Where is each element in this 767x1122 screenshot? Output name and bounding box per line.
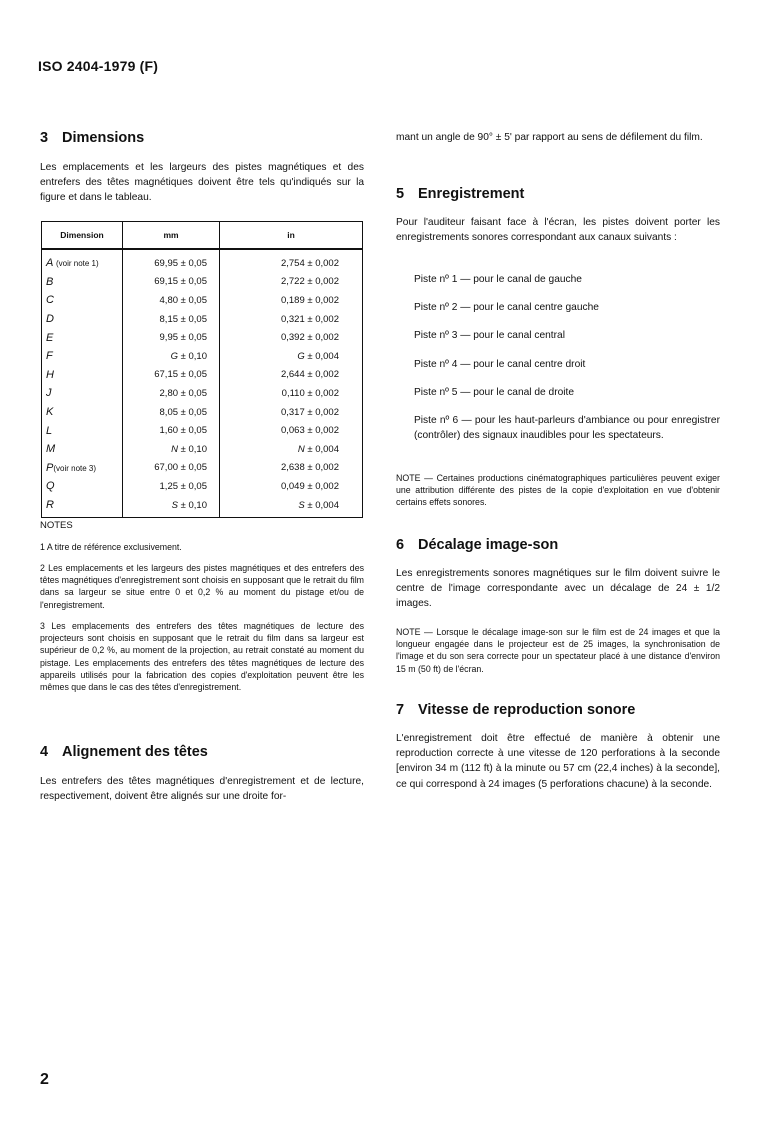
page-number: 2 <box>40 1071 49 1088</box>
in-cell: 0,392 ± 0,002 <box>220 328 363 347</box>
dimension-cell: P(voir note 3) <box>42 459 123 478</box>
in-cell: 0,317 ± 0,002 <box>220 403 363 422</box>
table-row <box>42 249 363 273</box>
mm-cell: 1,60 ± 0,05 <box>123 421 220 440</box>
mm-cell: S ± 0,10 <box>123 496 220 518</box>
in-cell: 0,063 ± 0,002 <box>220 421 363 440</box>
standard-designation: ISO 2404-1979 (F) <box>38 58 159 74</box>
mm-cell: 67,00 ± 0,05 <box>123 459 220 478</box>
dimensions-table <box>41 221 363 518</box>
in-cell: 2,638 ± 0,002 <box>220 459 363 478</box>
section-4-body: Les entrefers des têtes magnétiques d'enregistrement et de lecture, respectivement, doivent être alignés sur une droite for- <box>40 776 364 803</box>
section-5-body: Pour l'auditeur faisant face à l'écran, les pistes doivent porter les enregistrements sonores correspondant aux canaux suivants : <box>396 217 720 244</box>
section-6-title: Décalage image-son <box>418 537 559 553</box>
section-7-title: Vitesse de reproduction sonore <box>418 702 636 718</box>
dimension-cell: A (voir note 1) <box>42 249 123 273</box>
table-row <box>42 496 363 518</box>
dimension-cell: F <box>42 347 123 366</box>
section-6-note: NOTE — Lorsque le décalage image-son sur le film est de 24 images et que la longueur engagée dans le projecteur est de 25 images, la synchronisation de l'image et du son sera correcte pour un spectateur placé à une distance d'environ 15 m (50 ft) de l'écran. <box>396 627 720 674</box>
mm-cell: 69,95 ± 0,05 <box>123 249 220 273</box>
dimension-cell: J <box>42 384 123 403</box>
table-row <box>42 477 363 496</box>
in-cell: 2,644 ± 0,002 <box>220 366 363 385</box>
table-row <box>42 366 363 385</box>
dimension-cell: C <box>42 291 123 310</box>
in-cell: 2,722 ± 0,002 <box>220 273 363 292</box>
mm-cell: G ± 0,10 <box>123 347 220 366</box>
dimension-cell: B <box>42 273 123 292</box>
section-6-body: Les enregistrements sonores magnétiques sur le film doivent suivre le centre de l'image correspondante avec un décalage de 24 ± 1/2 images. <box>396 568 720 610</box>
table-header-row <box>42 222 363 250</box>
section-3-heading <box>40 130 144 146</box>
mm-cell: 1,25 ± 0,05 <box>123 477 220 496</box>
in-cell: 0,189 ± 0,002 <box>220 291 363 310</box>
piste-6: Piste nº 6 — pour les haut-parleurs d'ambiance ou pour enregistrer (contrôler) des signaux inaudibles pour les spectateurs. <box>414 415 720 441</box>
mm-cell: 8,15 ± 0,05 <box>123 310 220 329</box>
table-row <box>42 291 363 310</box>
piste-3: Piste nº 3 — pour le canal central <box>414 330 565 341</box>
table-row <box>42 347 363 366</box>
header-mm: mm <box>123 222 220 250</box>
section-5-title: Enregistrement <box>418 186 525 202</box>
dimension-cell: R <box>42 496 123 518</box>
dimension-cell: E <box>42 328 123 347</box>
section-7-number: 7 <box>396 702 405 718</box>
section-5-note: NOTE — Certaines productions cinématographiques particulières peuvent exiger une attribution différente des pistes de la copie d'exploitation en vue d'obtenir certains effets sonores. <box>396 473 720 508</box>
in-cell: 0,321 ± 0,002 <box>220 310 363 329</box>
in-cell: 0,110 ± 0,002 <box>220 384 363 403</box>
dimension-cell: L <box>42 421 123 440</box>
section-5-number: 5 <box>396 186 405 202</box>
dimension-cell: M <box>42 440 123 459</box>
piste-4: Piste nº 4 — pour le canal centre droit <box>414 359 586 370</box>
table-row <box>42 459 363 478</box>
mm-cell: 4,80 ± 0,05 <box>123 291 220 310</box>
section-4-continuation: mant un angle de 90° ± 5' par rapport au sens de défilement du film. <box>396 132 703 143</box>
section-4-number: 4 <box>40 744 49 760</box>
mm-cell: 67,15 ± 0,05 <box>123 366 220 385</box>
piste-1: Piste nº 1 — pour le canal de gauche <box>414 274 582 285</box>
in-cell: 0,049 ± 0,002 <box>220 477 363 496</box>
section-6-heading <box>396 537 558 553</box>
section-3-body: Les emplacements et les largeurs des pistes magnétiques et des entrefers des têtes magnétiques doivent être tels qu'indiqués sur la figure et dans le tableau. <box>40 162 364 204</box>
header-in: in <box>220 222 363 250</box>
note-3: 3 Les emplacements des entrefers des têtes magnétiques de lecture des projecteurs sont choisis en supposant que le retrait du film dans sa largeur est supérieur de 0,2 %, au moment de la projection, au retrait constaté au moment du pistage. Les emplacements des entrefers des têtes magnétiques de lecture des appareils utilisés pour la fabrication des copies d'exploitation peuvent être les mêmes que dans le cas des têtes d'enregistrement. <box>40 621 364 693</box>
notes-heading: NOTES <box>40 520 73 531</box>
in-cell: 2,754 ± 0,002 <box>220 249 363 273</box>
in-cell: N ± 0,004 <box>220 440 363 459</box>
dimension-cell: K <box>42 403 123 422</box>
table-row <box>42 328 363 347</box>
dimension-cell: D <box>42 310 123 329</box>
table-row <box>42 310 363 329</box>
mm-cell: 8,05 ± 0,05 <box>123 403 220 422</box>
mm-cell: N ± 0,10 <box>123 440 220 459</box>
note-2: 2 Les emplacements et les largeurs des pistes magnétiques et des entrefers des têtes magnétiques d'enregistrement sont choisis en supposant que le retrait du film dans sa largeur se situe entre 0 et 0,2 % au moment du pistage et/ou de l'enregistrement. <box>40 563 364 610</box>
section-3-number: 3 <box>40 130 49 146</box>
section-4-heading <box>40 744 208 760</box>
mm-cell: 2,80 ± 0,05 <box>123 384 220 403</box>
note-1: 1 A titre de référence exclusivement. <box>40 542 182 552</box>
header-dimension: Dimension <box>42 222 123 250</box>
mm-cell: 9,95 ± 0,05 <box>123 328 220 347</box>
piste-5: Piste nº 5 — pour le canal de droite <box>414 387 575 398</box>
section-7-heading <box>396 702 635 718</box>
dimension-cell: Q <box>42 477 123 496</box>
section-3-title: Dimensions <box>62 130 145 146</box>
section-6-number: 6 <box>396 537 405 553</box>
section-5-heading <box>396 186 524 202</box>
piste-2: Piste nº 2 — pour le canal centre gauche <box>414 302 599 313</box>
section-7-body: L'enregistrement doit être effectué de manière à obtenir une reproduction correcte à une vitesse de 120 perforations à la seconde [environ 34 m (112 ft) à la minute ou 57 cm (22,4 inches) à la seconde], ce qui correspond à 24 images (5 perforations chacune) à la seconde. <box>396 733 720 790</box>
table-row <box>42 273 363 292</box>
dimension-cell: H <box>42 366 123 385</box>
section-4-title: Alignement des têtes <box>62 744 208 760</box>
table-row <box>42 403 363 422</box>
in-cell: G ± 0,004 <box>220 347 363 366</box>
in-cell: S ± 0,004 <box>220 496 363 518</box>
mm-cell: 69,15 ± 0,05 <box>123 273 220 292</box>
table-row <box>42 440 363 459</box>
table-row <box>42 384 363 403</box>
table-row <box>42 421 363 440</box>
